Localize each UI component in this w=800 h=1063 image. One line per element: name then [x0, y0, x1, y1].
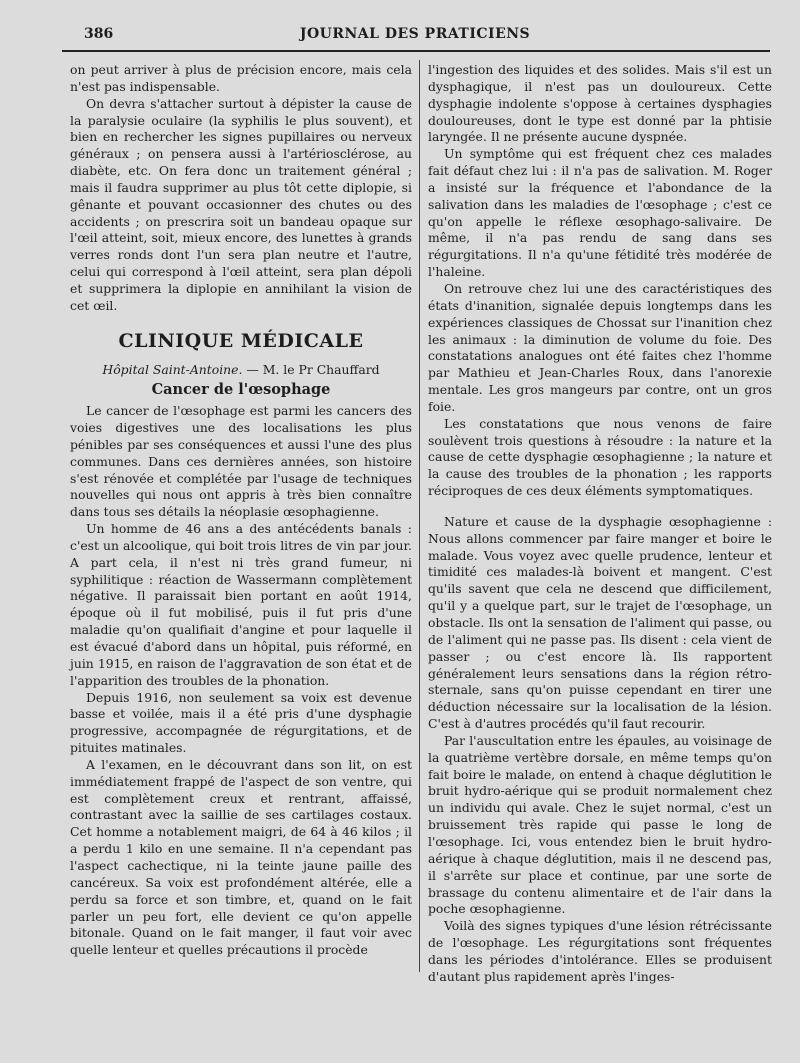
page-header	[60, 26, 770, 48]
paragraph: On retrouve chez lui une des caractéristiques des états d'inanition, signalée depuis longtemps dans les expériences classiques de Chossat sur l'inanition chez les animaux : la diminution de volume du foie. Des constatations analogues ont été faites chez l'homme par Mathieu et Jean-Charles Roux, dans l'anorexie mentale. Les gros mangeurs par contre, ont un gros foie.	[428, 280, 772, 414]
page-number: 386	[84, 26, 114, 42]
left-column	[70, 62, 412, 959]
section-title: CLINIQUE MÉDICALE	[118, 329, 364, 352]
paragraph: Nature et cause de la dysphagie œsophagienne : Nous allons commencer par faire manger et boire le malade. Vous voyez avec quelle prudence, lenteur et timidité ces malades-là boivent et mangent. C'est qu'ils savent que cela ne descend que difficilement, qu'il y a quelque part, sur le trajet de l'œsophage, un obstacle. Ils ont la sensation de l'aliment qui passe, ou de l'aliment qui ne passe pas. Ils disent : cela vient de passer ; ou c'est encore là. Ils rapportent généralement leurs sensations dans la région rétro-sternale, sans qu'on puisse cependant en tirer une déduction nécessaire sur la localisation de la lésion. C'est à d'autres procédés qu'il faut recourir.	[428, 513, 772, 732]
paragraph: Un homme de 46 ans a des antécédents banals : c'est un alcoolique, qui boit trois litres de vin par jour. A part cela, il n'est ni très grand fumeur, ni syphilitique : réaction de Wassermann complètement négative. Il paraissait bien portant en août 1914, époque où il fut mobilisé, puis il fut pris d'une maladie qu'on qualifiait d'angine et pour laquelle il est évacué d'abord dans un hôpital, puis réformé, en juin 1915, en raison de l'aggravation de son état et de l'apparition des troubles de la phonation.	[70, 521, 412, 688]
paragraph: Le cancer de l'œsophage est parmi les cancers des voies digestives une des localisations les plus pénibles par ses conséquences et aussi l'une des plus communes. Dans ces dernières années, son histoire s'est rénovée et complétée par l'usage de techniques nouvelles qui nous ont appris à très bien connaître dans tous ses détails la néoplasie œsophagienne.	[70, 403, 412, 520]
column-divider	[419, 60, 420, 972]
paragraph: Voilà des signes typiques d'une lésion rétrécissante de l'œsophage. Les régurgitations sont fréquentes dans les périodes d'intolérance. Elles se produisent d'autant plus rapidement après l'inges-	[428, 918, 772, 984]
byline-author: — M. le Pr Chauffard	[246, 361, 380, 377]
paragraph: Depuis 1916, non seulement sa voix est devenue basse et voilée, mais il a été pris d'une dysphagie progressive, accompagnée de régurgitations, et de pituites matinales.	[70, 689, 412, 756]
paragraph: Par l'auscultation entre les épaules, au voisinage de la quatrième vertèbre dorsale, en même temps qu'on fait boire le malade, on entend à chaque déglutition le bruit hydro-aérique qui se produit normalement chez un individu qui avale. Chez le sujet normal, c'est un bruissement très rapide qui passe le long de l'œsophage. Ici, vous entendez bien le bruit hydro-aérique à chaque déglutition, mais il ne descend pas, il s'arrête sur place et continue, par une sorte de brassage du contenu alimentaire et de l'air dans la poche œsophagienne.	[428, 732, 772, 917]
paragraph: Les constatations que nous venons de faire soulèvent trois questions à résoudre : la nature et la cause de cette dysphagie œsophagienne ; la nature et la cause des troubles de la phonation ; les rapports réciproques de ces deux éléments symptomatiques.	[428, 415, 772, 499]
paragraph: On devra s'attacher surtout à dépister la cause de la paralysie oculaire (la syphilis le plus souvent), et bien en rechercher les signes pupillaires ou nerveux généraux ; on pensera aussi à l'artériosclérose, au diabète, etc. On fera donc un traitement général ; mais il faudra supprimer au plus tôt cette diplopie, si gênante et pouvant occasionner des chutes ou des accidents ; on prescrira soit un bandeau opaque sur l'œil atteint, soit, mieux encore, des lunettes à grands verres ronds dont l'un sera plan neutre et l'autre, celui qui correspond à l'œil atteint, sera plan dépoli et supprimera la diplopie en annihilant la vision de cet œil.	[70, 95, 412, 313]
journal-title: JOURNAL DES PRATICIENS	[299, 26, 531, 42]
paragraph: on peut arriver à plus de précision encore, mais cela n'est pas indispensable.	[70, 62, 412, 94]
byline	[70, 362, 412, 379]
article-title: Cancer de l'œsophage	[151, 381, 331, 399]
byline-hospital: Hôpital Saint-Antoine.	[102, 361, 243, 377]
paragraph: l'ingestion des liquides et des solides. Mais s'il est un dysphagique, il n'est pas un douloureux. Cette dysphagie indolente s'oppose à certaines dysphagies douloureuses, dont le type est donné par la phtisie laryngée. Il ne présente aucune dyspnée.	[428, 62, 772, 145]
paragraph: Un symptôme qui est fréquent chez ces malades fait défaut chez lui : il n'a pas de salivation. M. Roger a insisté sur la fréquence et l'abondance de la salivation dans les maladies de l'œsophage ; c'est ce qu'on appelle le réflexe œsophago-salivaire. De même, il n'a pas rendu de sang dans ses régurgitations. Il n'a qu'une fétidité très modérée de l'haleine.	[428, 146, 772, 280]
paragraph: A l'examen, en le découvrant dans son lit, on est immédiatement frappé de l'aspect de son ventre, qui est complètement creux et rentrant, affaissé, contrastant avec la saillie de ses cartilages costaux. Cet homme a notablement maigri, de 64 à 46 kilos ; il a perdu 1 kilo en une semaine. Il n'a cependant pas l'aspect cachectique, ni la teinte jaune paille des cancéreux. Sa voix est profondément altérée, elle a perdu sa force et son timbre, et, quand on le fait parler un peu fort, elle devient ce qu'on appelle bitonale. Quand on le fait manger, il faut voir avec quelle lenteur et quelles précautions il procède	[70, 756, 412, 958]
right-column	[428, 62, 772, 986]
header-rule	[62, 50, 770, 52]
